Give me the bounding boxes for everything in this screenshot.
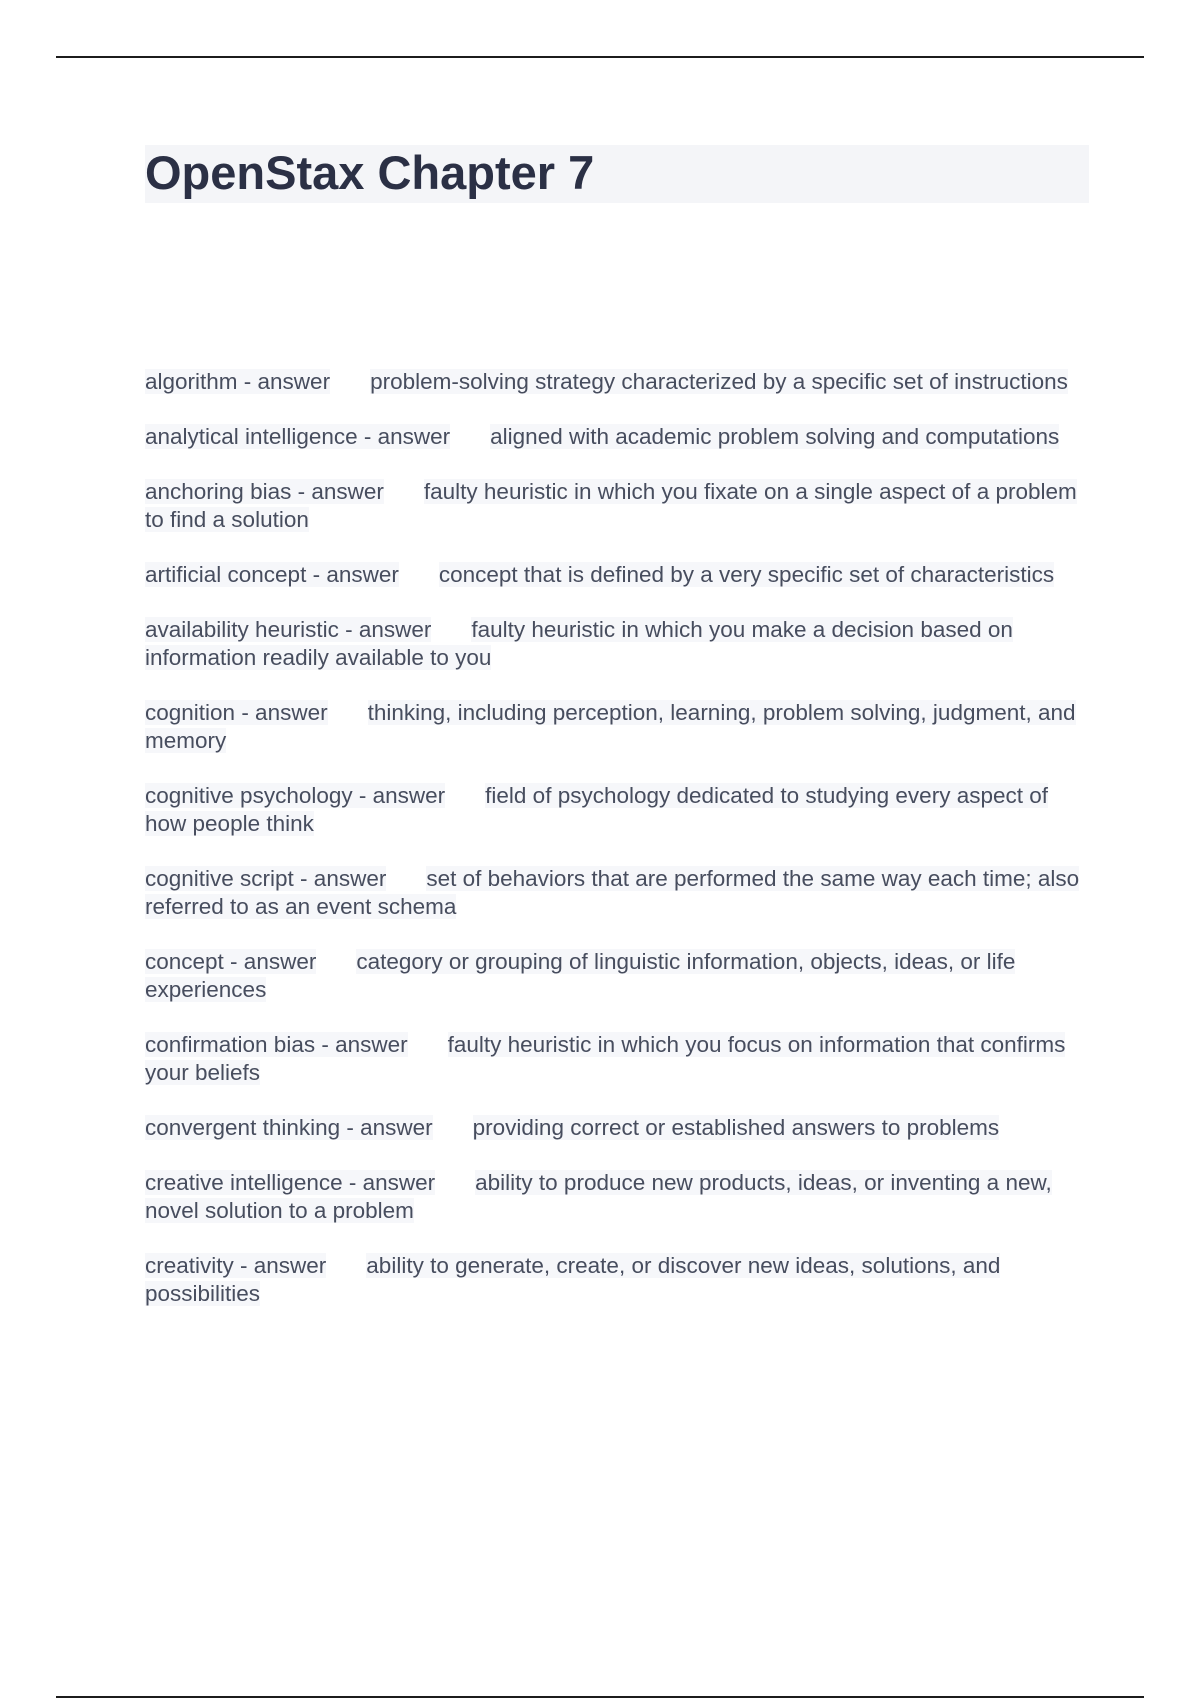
entry-definition: thinking, including perception, learning, problem solving, judgment, and memory — [145, 700, 1076, 753]
entry-definition: faulty heuristic in which you fixate on a single aspect of a problem to find a solution — [145, 479, 1077, 532]
flashcard-entry — [145, 865, 1090, 921]
entry-definition: concept that is defined by a very specific set of characteristics — [438, 562, 1055, 587]
entry-term: cognitive script - answer — [145, 866, 387, 891]
entry-definition: ability to generate, create, or discover new ideas, solutions, and possibilities — [145, 1253, 1001, 1306]
entry-term: cognition - answer — [145, 700, 328, 725]
flashcard-entry — [145, 1169, 1090, 1225]
entry-term: creativity - answer — [145, 1253, 327, 1278]
entry-term: availability heuristic - answer — [145, 617, 432, 642]
entry-definition: faulty heuristic in which you make a decision based on information readily available to you — [145, 617, 1013, 670]
flashcard-entry — [145, 1114, 1090, 1142]
entry-term: analytical intelligence - answer — [145, 424, 451, 449]
flashcard-entry — [145, 368, 1090, 396]
bottom-rule — [56, 1696, 1144, 1698]
entry-term: concept - answer — [145, 949, 317, 974]
flashcard-entry — [145, 782, 1090, 838]
entry-definition: providing correct or established answers to problems — [472, 1115, 1000, 1140]
entry-term: artificial concept - answer — [145, 562, 399, 587]
entry-definition: set of behaviors that are performed the same way each time; also referred to as an event schema — [145, 866, 1080, 919]
entry-term: algorithm - answer — [145, 369, 331, 394]
page-title: OpenStax Chapter 7 — [145, 146, 595, 199]
entry-definition: field of psychology dedicated to studying every aspect of how people think — [145, 783, 1048, 836]
entry-definition: aligned with academic problem solving and computations — [490, 424, 1060, 449]
entry-definition: problem-solving strategy characterized by a specific set of instructions — [370, 369, 1068, 394]
flashcard-entry — [145, 948, 1090, 1004]
entry-definition: category or grouping of linguistic information, objects, ideas, or life experiences — [145, 949, 1016, 1002]
flashcard-list — [145, 368, 1090, 1335]
flashcard-entry — [145, 616, 1090, 672]
flashcard-entry — [145, 699, 1090, 755]
entry-term: anchoring bias - answer — [145, 479, 384, 504]
entry-term: creative intelligence - answer — [145, 1170, 436, 1195]
flashcard-entry — [145, 1031, 1090, 1087]
top-rule — [56, 56, 1144, 58]
flashcard-entry — [145, 1252, 1090, 1308]
entry-term: convergent thinking - answer — [145, 1115, 433, 1140]
entry-term: confirmation bias - answer — [145, 1032, 408, 1057]
entry-definition: ability to produce new products, ideas, or inventing a new, novel solution to a problem — [145, 1170, 1052, 1223]
flashcard-entry — [145, 478, 1090, 534]
flashcard-entry — [145, 561, 1090, 589]
entry-term: cognitive psychology - answer — [145, 783, 446, 808]
entry-definition: faulty heuristic in which you focus on information that confirms your beliefs — [145, 1032, 1066, 1085]
flashcard-entry — [145, 423, 1090, 451]
